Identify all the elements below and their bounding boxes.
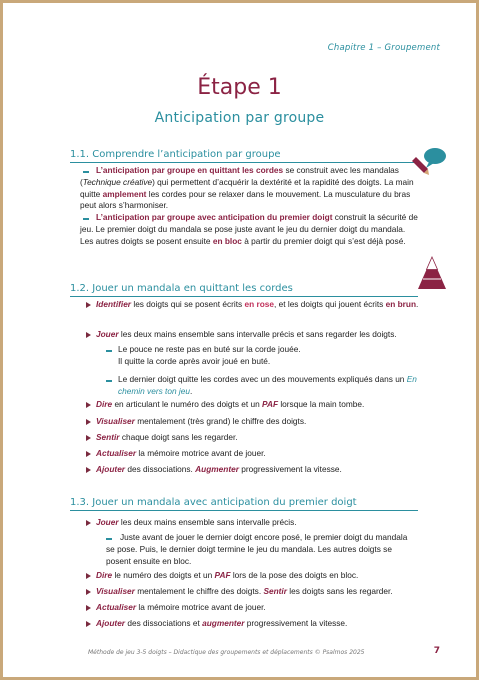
dash-bullet: [106, 350, 112, 352]
list-item: Visualiser mentalement le chiffre des doigts. Sentir les doigts sans les regarder.: [96, 586, 393, 596]
footer-text: Méthode de jeu 3-5 doigts – Didactique des groupements et déplacements © Psalmos 2025: [88, 649, 365, 656]
list-item: Actualiser la mémoire motrice avant de jouer.: [96, 448, 266, 458]
section-rule: [70, 296, 418, 297]
arrow-bullet-icon: [86, 621, 91, 627]
section-heading-1-2: 1.2. Jouer un mandala en quittant les cordes: [70, 283, 293, 294]
list-item: Ajouter des dissociations. Augmenter progressivement la vitesse.: [96, 464, 342, 474]
dash-bullet: [106, 380, 112, 382]
page-number: 7: [433, 646, 440, 656]
list-item: Actualiser la mémoire motrice avant de jouer.: [96, 602, 266, 612]
section-rule: [70, 162, 418, 163]
paragraph-2: L’anticipation par groupe avec anticipation du premier doigt construit la sécurité de jeu. Le premier doigt du mandala se pose juste avant le jeu du dernier doigt du mandala. Les autres doigts se posent ensuite en bloc à partir du premier doigt qui s’est déjà posé.: [80, 212, 418, 246]
list-item: Jouer les deux mains ensemble sans intervalle précis.: [96, 517, 297, 527]
list-item: Dire en articulant le numéro des doigts et un PAF lorsque la main tombe.: [96, 399, 365, 409]
arrow-bullet-icon: [86, 520, 91, 526]
arrow-bullet-icon: [86, 402, 91, 408]
pyramid-icon: [415, 255, 449, 291]
sub-list-item: Juste avant de jouer le dernier doigt encore posé, le premier doigt du mandala se pose. Puis, le dernier doigt termine le jeu du mandala. Les autres doigts se posent ensuite en bloc.: [106, 532, 408, 566]
arrow-bullet-icon: [86, 451, 91, 457]
paragraph-1: L’anticipation par groupe en quittant les cordes se construit avec les mandalas (Technique créative) qui permettent d’acquérir la dextérité et la rapidité des doigts. La main quitte amplement les cordes pour se relaxer dans le mouvement. La musculature du bras peut alors s’harmoniser.: [80, 165, 414, 211]
list-item: Identifier les doigts qui se posent écrits en rose, et les doigts qui jouent écrits en brun.: [96, 299, 419, 309]
chapter-header: Chapitre 1 – Groupement: [327, 43, 440, 53]
list-item: Ajouter des dissociations et augmenter progressivement la vitesse.: [96, 618, 348, 628]
page-subtitle: Anticipation par groupe: [154, 110, 325, 126]
section-rule: [70, 510, 418, 511]
section-heading-1-3: 1.3. Jouer un mandala avec anticipation du premier doigt: [70, 497, 357, 508]
sub-list-item: Le dernier doigt quitte les cordes avec un des mouvements expliqués dans un En chemin vers ton jeu.: [118, 374, 417, 396]
pencil-speech-bubble-icon: [409, 145, 449, 179]
arrow-bullet-icon: [86, 435, 91, 441]
list-item: Visualiser mentalement (très grand) le chiffre des doigts.: [96, 416, 307, 426]
arrow-bullet-icon: [86, 589, 91, 595]
link-en-chemin[interactable]: En chemin vers ton jeu: [118, 374, 417, 396]
page-title: Étape 1: [197, 75, 282, 100]
sub-list-item: Le pouce ne reste pas en buté sur la corde jouée. Il quitte la corde après avoir joué en buté.: [118, 344, 301, 366]
section-heading-1-1: 1.1. Comprendre l’anticipation par groupe: [70, 149, 281, 160]
page: [3, 3, 476, 677]
arrow-bullet-icon: [86, 605, 91, 611]
arrow-bullet-icon: [86, 332, 91, 338]
arrow-bullet-icon: [86, 467, 91, 473]
list-item: Jouer les deux mains ensemble sans intervalle précis et sans regarder les doigts.: [96, 329, 397, 339]
list-item: Dire le numéro des doigts et un PAF lors de la pose des doigts en bloc.: [96, 570, 359, 580]
list-item: Sentir chaque doigt sans les regarder.: [96, 432, 238, 442]
arrow-bullet-icon: [86, 419, 91, 425]
arrow-bullet-icon: [86, 573, 91, 579]
